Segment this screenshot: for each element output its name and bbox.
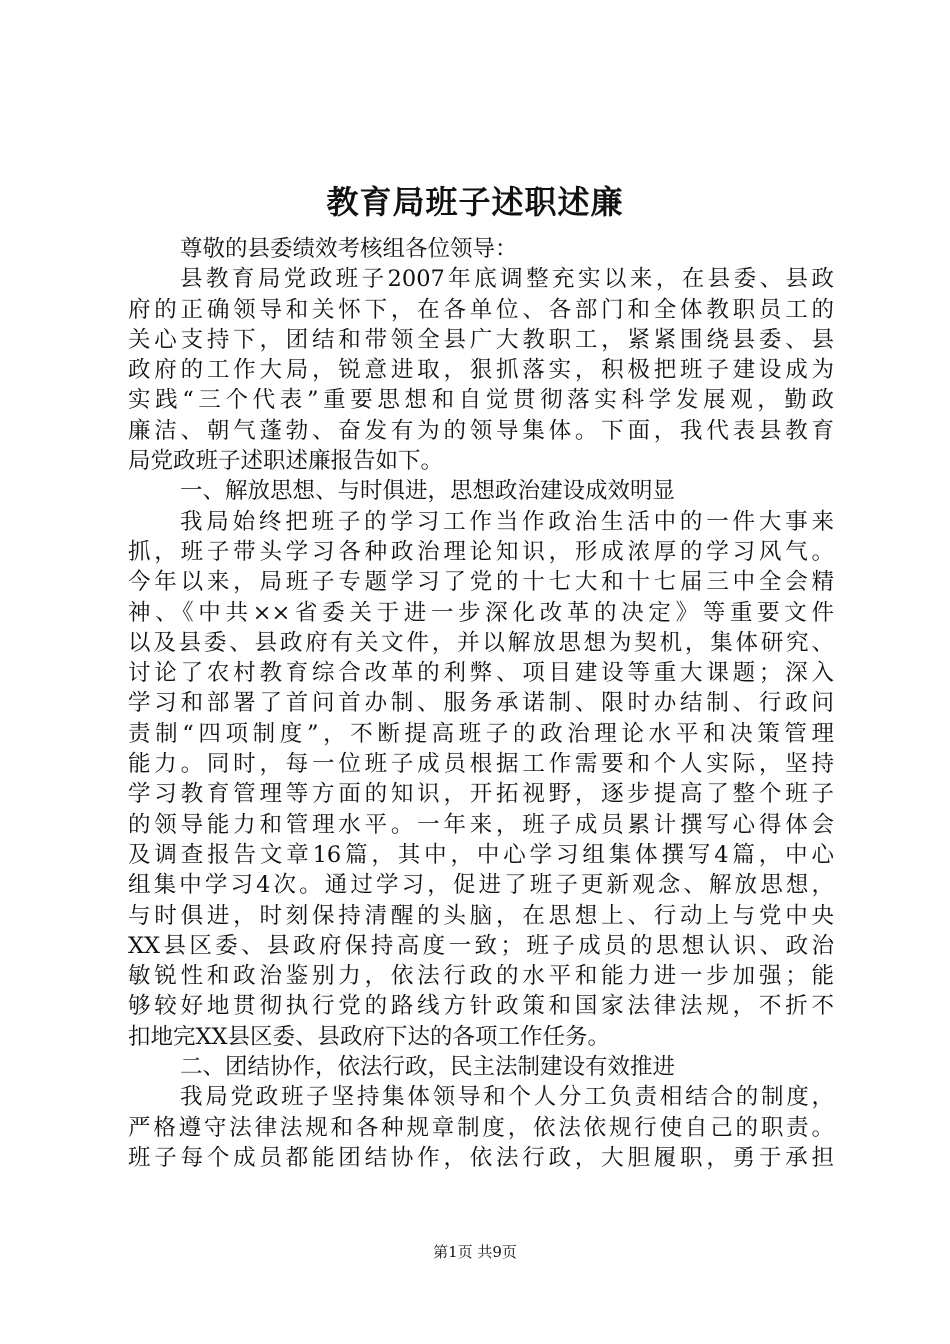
body-text-line: 组集中学习4次。通过学习，促进了班子更新观念、解放思想， [128, 872, 834, 899]
document-body [128, 234, 834, 1173]
body-text-line: 以及县委、县政府有关文件，并以解放思想为契机，集体研究、 [128, 629, 834, 656]
body-text-line: 尊敬的县委绩效考核组各位领导： [180, 236, 518, 262]
body-text-line: 敏锐性和政治鉴别力，依法行政的水平和能力进一步加强；能 [128, 963, 834, 990]
body-text-line: 责制“四项制度”，不断提高班子的政治理论水平和决策管理 [128, 720, 834, 747]
page-footer: 第1页 共9页 [433, 1243, 517, 1261]
body-text-line: 的领导能力和管理水平。一年来，班子成员累计撰写心得体会 [128, 811, 834, 838]
body-text-line: 政府的工作大局，锐意进取，狠抓落实，积极把班子建设成为 [128, 357, 834, 384]
body-text-line: 廉洁、朝气蓬勃、奋发有为的领导集体。下面，我代表县教育 [128, 417, 834, 444]
body-text-line: 二、团结协作，依法行政，民主法制建设有效推进 [180, 1054, 676, 1081]
body-text-line: 严格遵守法律法规和各种规章制度，依法依规行使自己的职责。 [128, 1114, 834, 1141]
body-text-line: 讨论了农村教育综合改革的利弊、项目建设等重大课题；深入 [128, 660, 834, 687]
body-text-line: 班子每个成员都能团结协作，依法行政，大胆履职，勇于承担 [128, 1144, 834, 1171]
body-text-line: 能力。同时，每一位班子成员根据工作需要和个人实际，坚持 [128, 751, 834, 778]
body-text-line: 够较好地贯彻执行党的路线方针政策和国家法律法规，不折不 [128, 993, 834, 1020]
body-text-line: 府的正确领导和关怀下，在各单位、各部门和全体教职员工的 [128, 296, 834, 323]
body-text-line: 学习教育管理等方面的知识，开拓视野，逐步提高了整个班子 [128, 781, 834, 808]
body-text-line: 及调查报告文章16篇，其中，中心学习组集体撰写4篇，中心 [128, 841, 834, 868]
body-text-line: 局党政班子述职述廉报告如下。 [128, 448, 444, 475]
body-text-line: 县教育局党政班子2007年底调整充实以来，在县委、县政 [180, 266, 834, 293]
body-text-line: 实践“三个代表”重要思想和自觉贯彻落实科学发展观，勤政 [128, 387, 834, 414]
body-text-line: 与时俱进，时刻保持清醒的头脑，在思想上、行动上与党中央 [128, 902, 834, 929]
body-text-line: 我局党政班子坚持集体领导和个人分工负责相结合的制度， [180, 1084, 834, 1111]
body-text-line: XX县区委、县政府保持高度一致；班子成员的思想认识、政治 [128, 932, 834, 959]
body-text-line: 神、《中共××省委关于进一步深化改革的决定》等重要文件 [128, 599, 834, 626]
body-text-line: 学习和部署了首问首办制、服务承诺制、限时办结制、行政问 [128, 690, 834, 717]
body-text-line: 今年以来，局班子专题学习了党的十七大和十七届三中全会精 [128, 569, 834, 596]
body-text-line: 抓，班子带头学习各种政治理论知识，形成浓厚的学习风气。 [128, 538, 834, 565]
body-text-line: 扣地完XX县区委、县政府下达的各项工作任务。 [128, 1023, 611, 1050]
document-title: 教育局班子述职述廉 [326, 183, 624, 221]
body-text-line: 我局始终把班子的学习工作当作政治生活中的一件大事来 [180, 508, 834, 535]
body-text-line: 关心支持下，团结和带领全县广大教职工，紧紧围绕县委、县 [128, 326, 834, 353]
body-text-line: 一、解放思想、与时俱进，思想政治建设成效明显 [180, 478, 676, 505]
